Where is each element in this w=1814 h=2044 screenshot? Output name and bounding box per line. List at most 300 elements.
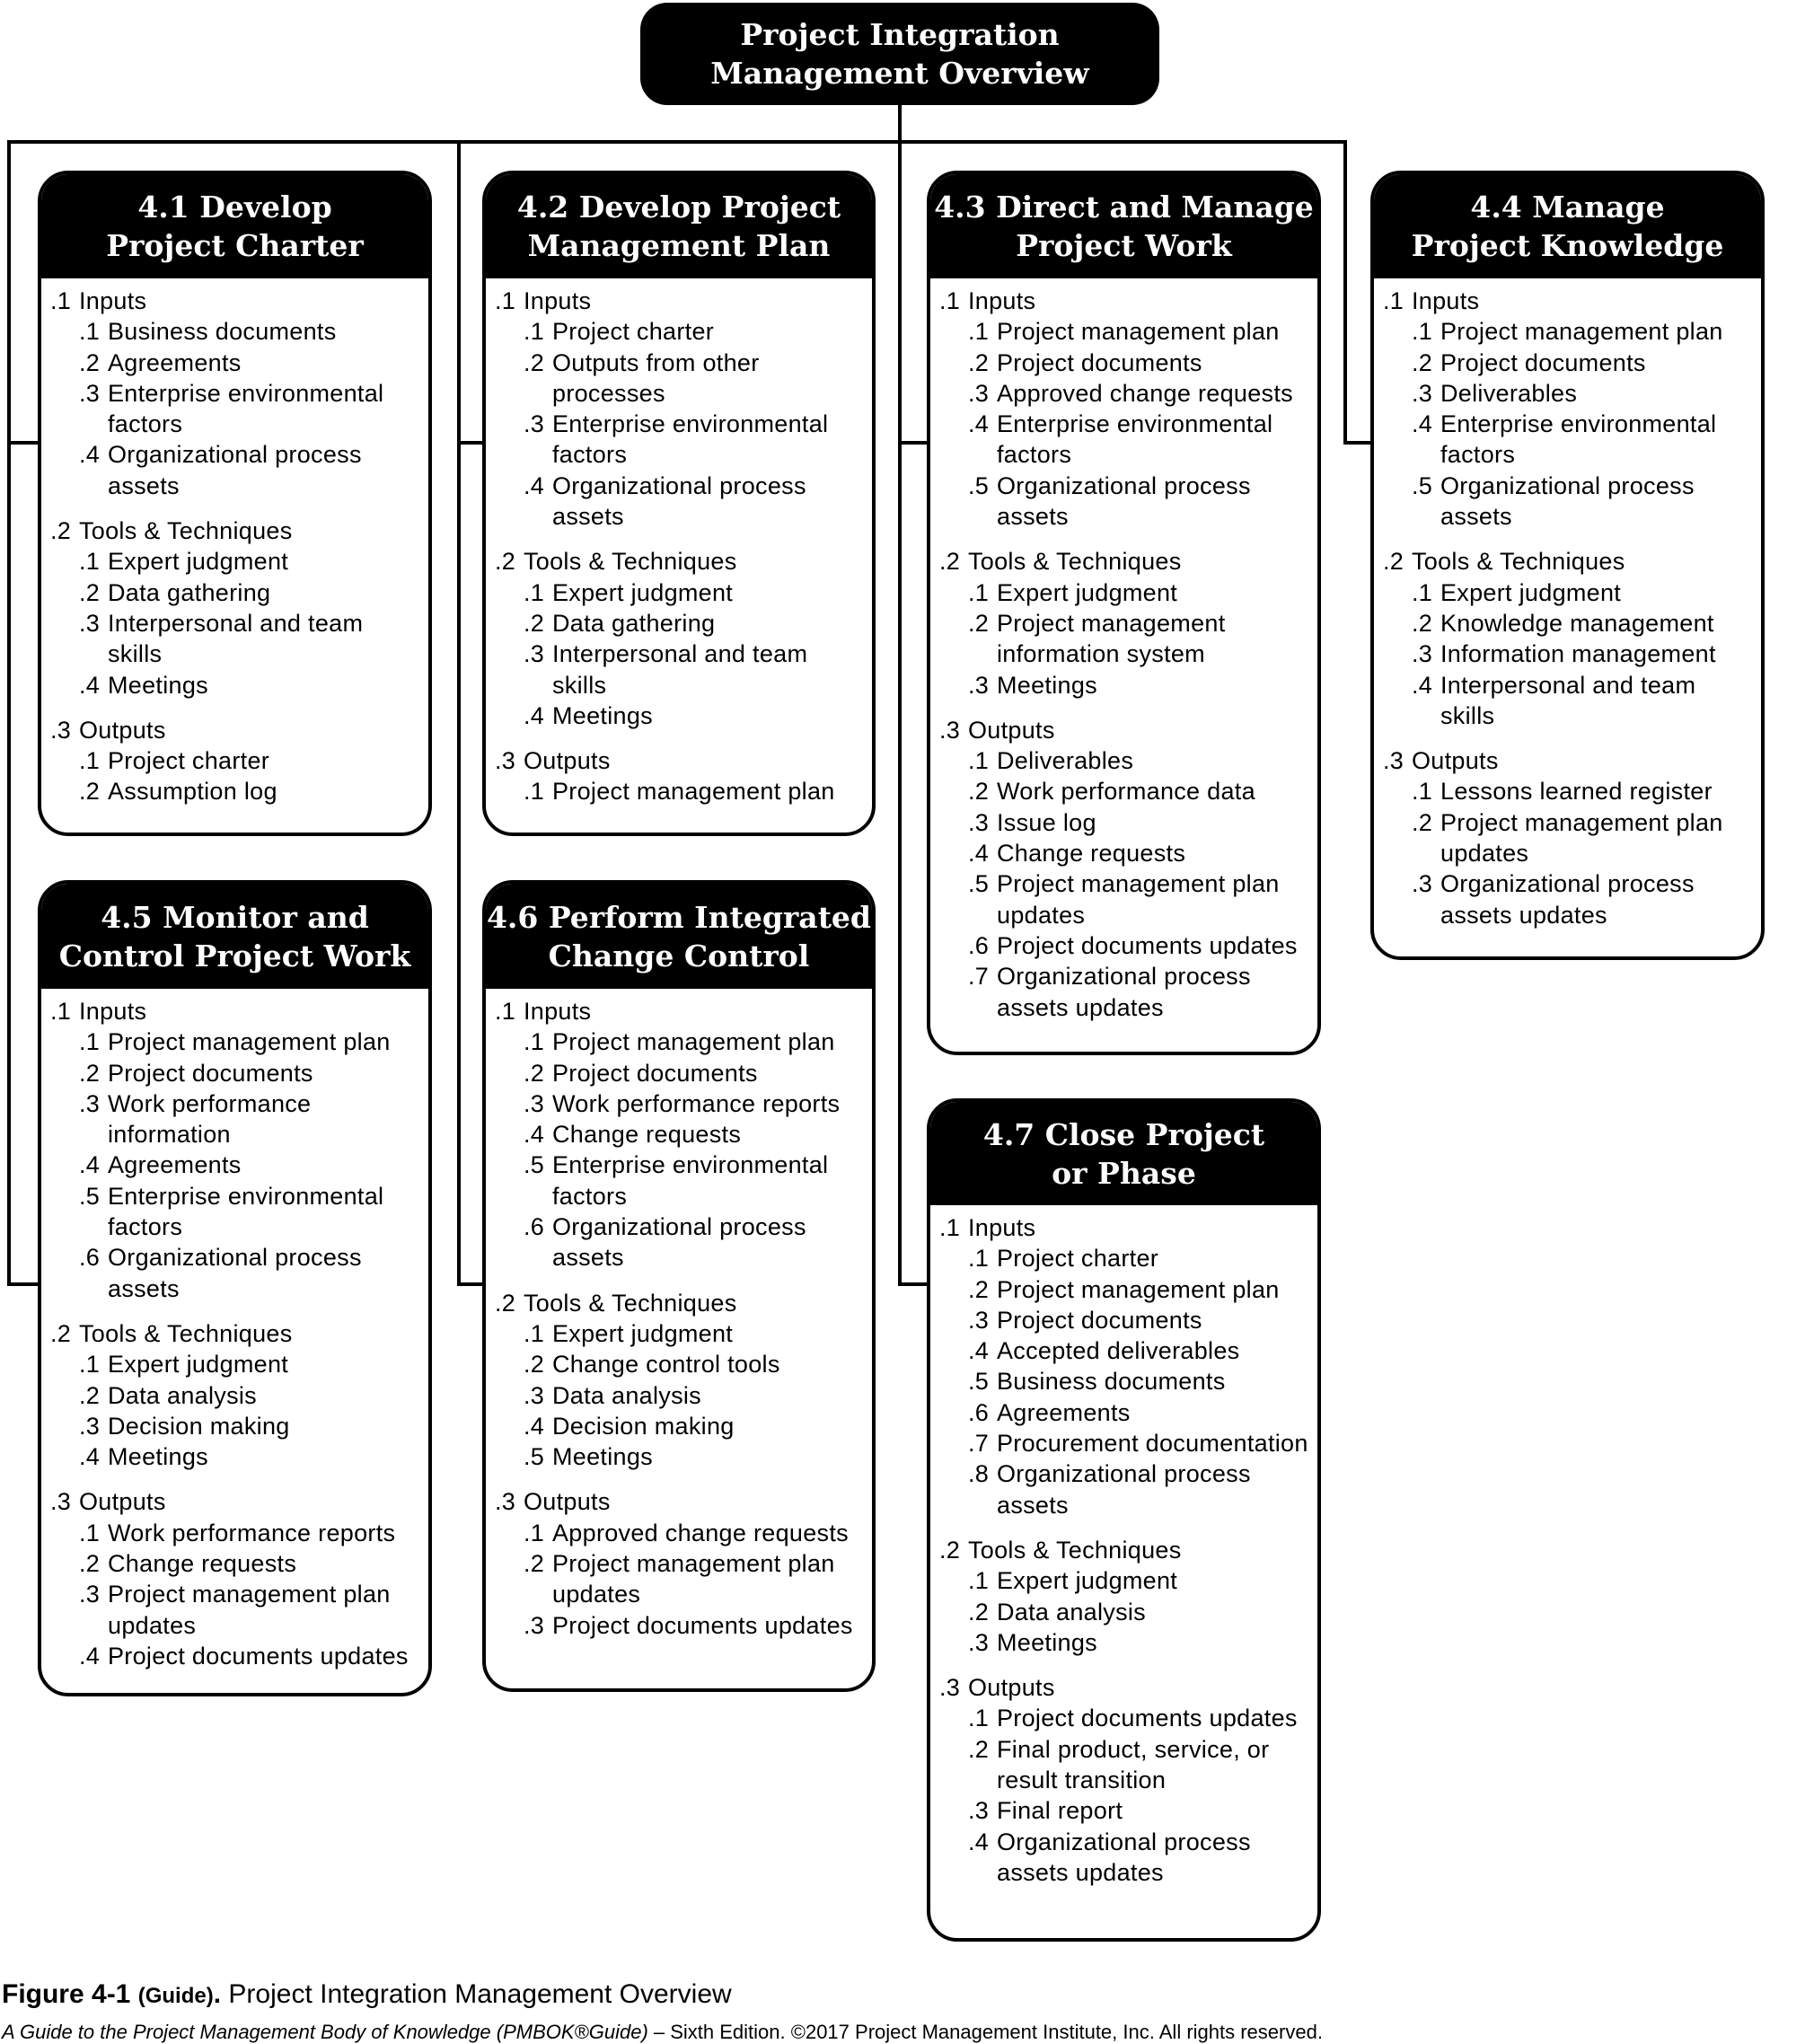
item-text: Organizational process assets: [108, 1244, 362, 1302]
process-box-4-1: [38, 171, 432, 836]
list-item: [495, 1211, 863, 1273]
section-heading: [939, 1212, 1308, 1243]
item-number: .5: [524, 1151, 545, 1179]
item-number: .2: [1412, 348, 1433, 376]
section-number: .3: [939, 716, 961, 744]
section-label: Tools & Techniques: [1412, 548, 1625, 576]
section-heading: [1383, 286, 1752, 316]
item-number: .1: [79, 1028, 101, 1056]
process-title-line: 4.4 Manage: [1470, 189, 1665, 225]
section-tools-techniques: [50, 515, 419, 700]
list-item: [50, 378, 419, 440]
item-text: Interpersonal and team skills: [552, 640, 808, 699]
connector-col3-vertical: [898, 140, 902, 1286]
item-number: .6: [968, 1398, 990, 1426]
process-box-4-5: [38, 880, 432, 1696]
list-item: [495, 409, 863, 471]
section-number: .2: [1383, 548, 1405, 576]
item-text: Organizational process assets: [997, 1460, 1251, 1519]
section-outputs: [495, 745, 863, 807]
item-number: .1: [524, 1519, 545, 1546]
list-item: [939, 961, 1308, 1023]
item-text: Deliverables: [997, 747, 1134, 775]
section-heading: [495, 1288, 863, 1318]
section-number: .2: [495, 1289, 516, 1317]
list-item: [50, 1349, 419, 1379]
item-number: .7: [968, 963, 990, 991]
list-item: [1383, 378, 1752, 409]
item-number: .6: [79, 1244, 101, 1272]
list-item: [50, 1441, 419, 1472]
section-outputs: [939, 1672, 1308, 1888]
section-number: .2: [50, 1319, 72, 1347]
item-text: Work performance reports: [108, 1519, 396, 1546]
process-title: [930, 174, 1317, 278]
item-number: .4: [968, 410, 990, 438]
item-text: Accepted deliverables: [997, 1337, 1240, 1365]
item-number: .2: [968, 1598, 990, 1626]
root-node-integration-overview: [640, 3, 1159, 105]
list-item: [495, 1548, 863, 1610]
item-text: Expert judgment: [108, 548, 289, 576]
list-item: [495, 639, 863, 700]
item-number: .1: [79, 1351, 101, 1379]
item-number: .3: [79, 1089, 101, 1117]
section-number: .3: [50, 716, 72, 744]
connector-horizontal-bus: [7, 140, 1347, 144]
list-item: [50, 1411, 419, 1441]
item-number: .3: [79, 609, 101, 637]
section-heading: [1383, 546, 1752, 577]
item-text: Project management plan updates: [552, 1550, 835, 1608]
list-item: [939, 1458, 1308, 1520]
process-title-line: 4.2 Develop Project: [516, 189, 841, 225]
item-number: .1: [1412, 318, 1433, 346]
section-number: .2: [939, 1536, 961, 1564]
item-text: Project charter: [552, 318, 715, 346]
root-title-line1: Project Integration: [740, 17, 1060, 52]
section-heading: [50, 1486, 419, 1517]
section-number: .1: [495, 287, 516, 314]
list-item: [495, 1349, 863, 1379]
section-label: Inputs: [79, 287, 147, 314]
list-item: [939, 1597, 1308, 1627]
item-number: .1: [524, 1319, 545, 1347]
section-heading: [495, 286, 863, 316]
list-item: [495, 577, 863, 608]
figure-caption: [2, 1978, 732, 2013]
list-item: [939, 1243, 1308, 1273]
connector-col4-vertical: [1343, 140, 1347, 445]
item-number: .3: [524, 410, 545, 438]
section-number: .1: [939, 1214, 961, 1241]
item-text: Project management plan updates: [1440, 808, 1723, 868]
list-item: [50, 1548, 419, 1579]
process-title: [486, 884, 872, 989]
item-text: Expert judgment: [552, 1319, 734, 1347]
list-item: [495, 1150, 863, 1211]
list-item: [50, 745, 419, 776]
item-text: Work performance reports: [552, 1089, 841, 1117]
item-text: Project documents updates: [108, 1642, 409, 1670]
figure-credit: [2, 2021, 1323, 2044]
list-item: [1383, 807, 1752, 869]
section-number: .1: [50, 998, 72, 1025]
item-number: .3: [968, 1306, 990, 1334]
connector-root-trunk: [898, 105, 902, 144]
item-text: Business documents: [997, 1368, 1226, 1396]
item-number: .2: [524, 1550, 545, 1578]
item-text: Final report: [997, 1797, 1123, 1825]
item-text: Project management plan updates: [997, 870, 1280, 929]
section-number: .2: [50, 517, 72, 545]
item-number: .6: [524, 1213, 545, 1241]
credit-rest: – Sixth Edition. ©2017 Project Management Institute, Inc. All rights reserved.: [647, 2021, 1323, 2043]
list-item: [939, 1274, 1308, 1305]
section-label: Tools & Techniques: [79, 517, 293, 545]
section-heading: [1383, 745, 1752, 776]
item-number: .3: [1412, 640, 1433, 668]
item-number: .7: [968, 1430, 990, 1458]
item-number: .1: [79, 318, 101, 346]
item-number: .4: [1412, 410, 1433, 438]
item-text: Data gathering: [108, 578, 271, 606]
item-number: .1: [968, 318, 990, 346]
item-number: .1: [79, 1519, 101, 1546]
item-text: Work performance data: [997, 778, 1255, 806]
item-text: Project documents: [552, 1059, 758, 1087]
figure-guide-tag: (Guide): [137, 1984, 214, 2008]
item-number: .4: [524, 1121, 545, 1149]
process-title: [41, 884, 428, 989]
item-number: .2: [79, 578, 101, 606]
list-item: [1383, 471, 1752, 533]
section-heading: [495, 745, 863, 776]
item-text: Knowledge management: [1440, 609, 1714, 637]
section-number: .3: [939, 1674, 961, 1702]
item-number: .8: [968, 1460, 990, 1488]
item-number: .1: [524, 318, 545, 346]
list-item: [50, 348, 419, 378]
list-item: [1383, 868, 1752, 930]
item-text: Data analysis: [997, 1598, 1146, 1626]
item-text: Meetings: [552, 701, 653, 729]
section-number: .1: [939, 287, 961, 314]
item-text: Decision making: [552, 1412, 735, 1440]
list-item: [939, 1627, 1308, 1658]
list-item: [495, 608, 863, 639]
item-number: .1: [1412, 578, 1433, 606]
section-heading: [939, 1672, 1308, 1703]
list-item: [50, 546, 419, 577]
item-number: .1: [524, 1028, 545, 1056]
item-text: Project management plan: [1440, 318, 1723, 346]
item-number: .2: [968, 348, 990, 376]
item-number: .4: [524, 701, 545, 729]
item-text: Organizational process assets: [108, 441, 362, 499]
item-text: Project management plan: [552, 1028, 835, 1056]
item-number: .2: [968, 1275, 990, 1303]
list-item: [50, 1579, 419, 1641]
item-number: .1: [79, 747, 101, 775]
list-item: [939, 1366, 1308, 1396]
item-number: .5: [968, 1368, 990, 1396]
section-label: Inputs: [524, 287, 592, 314]
item-number: .2: [79, 778, 101, 806]
section-heading: [939, 546, 1308, 577]
item-number: .4: [79, 441, 101, 469]
list-item: [1383, 639, 1752, 669]
process-ittos: [930, 278, 1317, 1023]
list-item: [939, 378, 1308, 409]
item-number: .3: [79, 379, 101, 407]
section-inputs: [495, 286, 863, 532]
connector-col3-stub-top: [898, 441, 929, 445]
list-item: [50, 670, 419, 700]
list-item: [50, 439, 419, 501]
item-text: Organizational process assets updates: [997, 963, 1251, 1021]
list-item: [495, 1058, 863, 1088]
item-number: .3: [524, 1089, 545, 1117]
section-number: .3: [1383, 747, 1405, 775]
item-number: .3: [968, 379, 990, 407]
item-text: Project management plan updates: [108, 1581, 391, 1639]
item-text: Agreements: [108, 1151, 242, 1179]
item-text: Outputs from other processes: [552, 348, 760, 407]
list-item: [939, 807, 1308, 838]
list-item: [495, 700, 863, 731]
process-ittos: [930, 1205, 1317, 1888]
item-number: .4: [968, 1337, 990, 1365]
item-text: Meetings: [552, 1443, 653, 1471]
section-outputs: [50, 1486, 419, 1671]
item-text: Information management: [1440, 640, 1716, 668]
item-text: Project management information system: [997, 609, 1226, 668]
item-text: Assumption log: [108, 778, 277, 806]
list-item: [1383, 348, 1752, 378]
list-item: [1383, 316, 1752, 347]
process-box-4-7: [927, 1098, 1321, 1942]
process-title-line: Project Charter: [106, 228, 364, 263]
process-ittos: [486, 989, 872, 1641]
section-label: Outputs: [524, 1488, 611, 1516]
item-number: .3: [79, 1412, 101, 1440]
list-item: [495, 471, 863, 533]
item-number: .2: [968, 778, 990, 806]
list-item: [939, 670, 1308, 700]
item-text: Interpersonal and team skills: [1440, 671, 1696, 729]
section-outputs: [939, 715, 1308, 1023]
list-item: [50, 316, 419, 347]
process-title: [41, 174, 428, 278]
item-number: .1: [1412, 778, 1433, 806]
connector-col2-vertical: [457, 140, 461, 1286]
connector-col1-vertical: [7, 140, 11, 1286]
list-item: [939, 745, 1308, 776]
section-number: .1: [1383, 287, 1405, 314]
item-text: Enterprise environmental factors: [997, 410, 1273, 469]
section-heading: [50, 1318, 419, 1349]
list-item: [50, 1088, 419, 1150]
item-text: Approved change requests: [552, 1519, 849, 1546]
item-number: .2: [524, 1059, 545, 1087]
process-title: [930, 1102, 1317, 1205]
section-inputs: [50, 286, 419, 501]
process-title-line: Control Project Work: [58, 938, 411, 974]
section-label: Inputs: [968, 1214, 1036, 1241]
item-text: Change requests: [108, 1550, 297, 1578]
item-number: .3: [968, 1797, 990, 1825]
list-item: [939, 868, 1308, 930]
item-text: Project documents: [997, 1306, 1202, 1334]
list-item: [939, 577, 1308, 608]
item-number: .2: [524, 348, 545, 376]
item-text: Organizational process assets: [552, 471, 806, 531]
item-text: Project documents updates: [997, 1705, 1298, 1732]
section-tools-techniques: [1383, 546, 1752, 731]
item-text: Enterprise environmental factors: [108, 379, 384, 438]
list-item: [939, 776, 1308, 806]
item-number: .6: [968, 931, 990, 959]
section-label: Tools & Techniques: [524, 1289, 737, 1317]
list-item: [50, 1641, 419, 1671]
process-title-line: Project Knowledge: [1411, 228, 1724, 263]
item-text: Work performance information: [108, 1089, 312, 1149]
item-text: Expert judgment: [552, 578, 734, 606]
item-number: .2: [524, 609, 545, 637]
list-item: [939, 316, 1308, 347]
list-item: [495, 1318, 863, 1349]
item-text: Meetings: [997, 1628, 1097, 1656]
connector-col4-stub-top: [1343, 441, 1372, 445]
process-box-4-6: [482, 880, 876, 1692]
item-text: Project management plan: [108, 1028, 391, 1056]
list-item: [495, 776, 863, 806]
item-text: Meetings: [108, 1443, 208, 1471]
item-text: Business documents: [108, 318, 337, 346]
connector-col3-stub-bottom: [898, 1282, 929, 1286]
item-text: Lessons learned register: [1440, 778, 1713, 806]
item-text: Enterprise environmental factors: [1440, 410, 1717, 469]
item-text: Change requests: [997, 840, 1186, 868]
list-item: [939, 1734, 1308, 1796]
item-number: .1: [968, 1567, 990, 1595]
item-text: Expert judgment: [997, 1567, 1178, 1595]
section-heading: [495, 1486, 863, 1517]
section-heading: [50, 515, 419, 546]
item-text: Project documents updates: [552, 1611, 853, 1639]
item-text: Project management plan: [997, 318, 1280, 346]
item-number: .2: [79, 1550, 101, 1578]
section-label: Outputs: [968, 1674, 1055, 1702]
list-item: [1383, 577, 1752, 608]
process-title-line: 4.6 Perform Integrated: [486, 899, 872, 935]
section-tools-techniques: [495, 1288, 863, 1473]
list-item: [50, 1026, 419, 1057]
item-number: .2: [524, 1351, 545, 1379]
list-item: [50, 1518, 419, 1548]
process-ittos: [486, 278, 872, 807]
item-text: Procurement documentation: [997, 1430, 1308, 1458]
item-text: Expert judgment: [997, 578, 1178, 606]
item-text: Change control tools: [552, 1351, 780, 1379]
process-box-4-3: [927, 171, 1321, 1055]
item-number: .5: [79, 1182, 101, 1210]
list-item: [939, 1428, 1308, 1458]
section-number: .2: [939, 548, 961, 576]
list-item: [939, 1305, 1308, 1335]
section-label: Tools & Techniques: [79, 1319, 293, 1347]
process-ittos: [41, 278, 428, 807]
item-number: .3: [524, 640, 545, 668]
process-title-line: 4.5 Monitor and: [101, 899, 369, 935]
section-tools-techniques: [939, 546, 1308, 700]
item-number: .3: [524, 1381, 545, 1409]
item-text: Approved change requests: [997, 379, 1293, 407]
list-item: [50, 1242, 419, 1304]
process-box-4-2: [482, 171, 876, 836]
section-heading: [50, 286, 419, 316]
process-box-4-4: [1370, 171, 1765, 960]
item-text: Data analysis: [552, 1381, 701, 1409]
item-number: .3: [968, 1628, 990, 1656]
item-number: .3: [968, 671, 990, 699]
list-item: [1383, 776, 1752, 806]
item-number: .2: [1412, 609, 1433, 637]
section-number: .2: [495, 548, 516, 576]
process-ittos: [41, 989, 428, 1671]
list-item: [939, 1335, 1308, 1366]
list-item: [50, 1150, 419, 1180]
section-label: Outputs: [79, 716, 166, 744]
section-outputs: [495, 1486, 863, 1640]
item-number: .1: [968, 1705, 990, 1732]
item-number: .3: [524, 1611, 545, 1639]
list-item: [50, 577, 419, 608]
item-text: Issue log: [997, 808, 1096, 836]
section-label: Outputs: [1412, 747, 1499, 775]
item-number: .2: [79, 1381, 101, 1409]
connector-col1-stub-top: [7, 441, 40, 445]
item-number: .1: [968, 1245, 990, 1273]
list-item: [495, 1518, 863, 1548]
item-text: Meetings: [997, 671, 1097, 699]
item-text: Agreements: [997, 1398, 1131, 1426]
item-number: .1: [79, 548, 101, 576]
item-number: .4: [524, 471, 545, 499]
item-text: Project management plan: [997, 1275, 1280, 1303]
list-item: [939, 1397, 1308, 1428]
section-number: .1: [50, 287, 72, 314]
list-item: [939, 348, 1308, 378]
list-item: [50, 776, 419, 806]
connector-col1-stub-bottom: [7, 1282, 40, 1286]
list-item: [939, 471, 1308, 533]
section-inputs: [495, 996, 863, 1273]
section-label: Tools & Techniques: [524, 548, 737, 576]
item-text: Project charter: [108, 747, 270, 775]
section-label: Outputs: [524, 747, 611, 775]
section-number: .3: [50, 1488, 72, 1516]
list-item: [939, 1703, 1308, 1733]
list-item: [495, 1119, 863, 1150]
list-item: [50, 1058, 419, 1088]
process-title-line: Management Plan: [527, 228, 831, 263]
item-number: .2: [79, 348, 101, 376]
section-tools-techniques: [939, 1535, 1308, 1658]
section-heading: [495, 546, 863, 577]
item-text: Deliverables: [1440, 379, 1578, 407]
